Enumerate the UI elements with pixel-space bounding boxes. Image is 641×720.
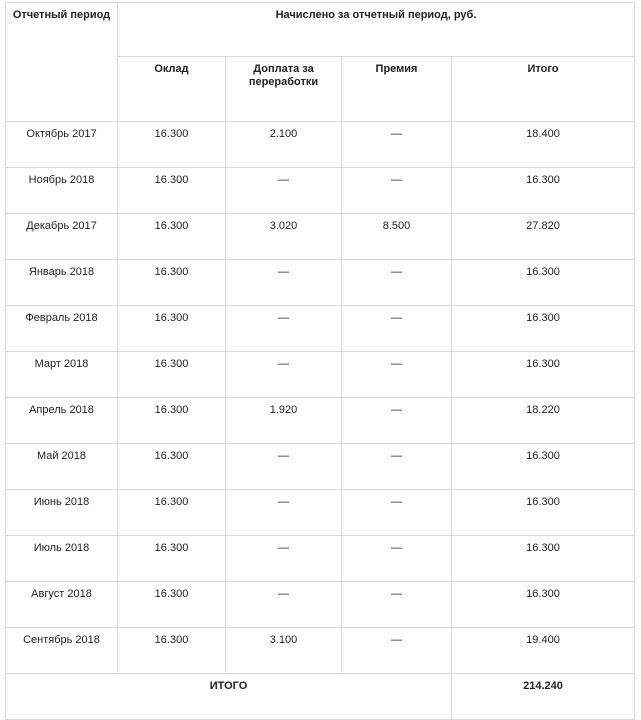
period-cell: Сентябрь 2018 — [6, 628, 118, 674]
period-cell: Июль 2018 — [6, 536, 118, 582]
bonus-cell: — — [342, 628, 452, 674]
salary-cell: 16.300 — [118, 582, 226, 628]
total-cell: 16.300 — [452, 536, 635, 582]
salary-cell: 16.300 — [118, 536, 226, 582]
table-row — [6, 582, 635, 628]
table-row — [6, 122, 635, 168]
overtime-cell: — — [226, 168, 342, 214]
table-row — [6, 444, 635, 490]
period-cell: Май 2018 — [6, 444, 118, 490]
header-row — [6, 3, 635, 57]
total-cell: 16.300 — [452, 352, 635, 398]
table-row — [6, 352, 635, 398]
table-row — [6, 214, 635, 260]
bonus-cell: — — [342, 122, 452, 168]
period-cell: Январь 2018 — [6, 260, 118, 306]
overtime-cell: 3.020 — [226, 214, 342, 260]
total-cell: 19.400 — [452, 628, 635, 674]
grand-total-value: 214.240 — [452, 674, 635, 720]
total-cell: 16.300 — [452, 582, 635, 628]
period-cell: Октябрь 2017 — [6, 122, 118, 168]
table-row — [6, 168, 635, 214]
accruals-table — [5, 2, 635, 720]
total-cell: 16.300 — [452, 490, 635, 536]
overtime-cell: 1.920 — [226, 398, 342, 444]
period-cell: Февраль 2018 — [6, 306, 118, 352]
bonus-cell: — — [342, 168, 452, 214]
total-cell: 16.300 — [452, 260, 635, 306]
bonus-cell: — — [342, 490, 452, 536]
overtime-cell: — — [226, 352, 342, 398]
bonus-cell: — — [342, 260, 452, 306]
bonus-cell: — — [342, 444, 452, 490]
total-cell: 27.820 — [452, 214, 635, 260]
table-row — [6, 306, 635, 352]
bonus-cell: 8.500 — [342, 214, 452, 260]
period-cell: Июнь 2018 — [6, 490, 118, 536]
table-row — [6, 398, 635, 444]
bonus-cell: — — [342, 306, 452, 352]
grand-total-label: ИТОГО — [6, 674, 452, 720]
grand-total-row — [6, 674, 635, 720]
period-cell: Март 2018 — [6, 352, 118, 398]
total-header: Итого — [452, 57, 635, 122]
total-cell: 16.300 — [452, 168, 635, 214]
table-row — [6, 490, 635, 536]
overtime-cell: — — [226, 260, 342, 306]
period-cell: Август 2018 — [6, 582, 118, 628]
accrued-header: Начислено за отчетный период, руб. — [118, 3, 635, 57]
table-row — [6, 628, 635, 674]
bonus-cell: — — [342, 582, 452, 628]
salary-cell: 16.300 — [118, 490, 226, 536]
salary-cell: 16.300 — [118, 352, 226, 398]
salary-cell: 16.300 — [118, 122, 226, 168]
salary-cell: 16.300 — [118, 306, 226, 352]
total-cell: 18.220 — [452, 398, 635, 444]
overtime-header: Доплата за переработки — [226, 57, 342, 122]
total-cell: 16.300 — [452, 306, 635, 352]
bonus-cell: — — [342, 352, 452, 398]
period-cell: Апрель 2018 — [6, 398, 118, 444]
total-cell: 18.400 — [452, 122, 635, 168]
salary-cell: 16.300 — [118, 168, 226, 214]
table-row — [6, 536, 635, 582]
overtime-cell: — — [226, 490, 342, 536]
overtime-cell: — — [226, 536, 342, 582]
salary-cell: 16.300 — [118, 214, 226, 260]
period-cell: Декабрь 2017 — [6, 214, 118, 260]
total-cell: 16.300 — [452, 444, 635, 490]
salary-cell: 16.300 — [118, 444, 226, 490]
salary-cell: 16.300 — [118, 628, 226, 674]
salary-header: Оклад — [118, 57, 226, 122]
period-header: Отчетный период — [6, 3, 118, 122]
period-cell: Ноябрь 2018 — [6, 168, 118, 214]
overtime-cell: — — [226, 444, 342, 490]
overtime-cell: 3.100 — [226, 628, 342, 674]
salary-cell: 16.300 — [118, 260, 226, 306]
table-row — [6, 260, 635, 306]
overtime-cell: — — [226, 306, 342, 352]
overtime-cell: — — [226, 582, 342, 628]
overtime-cell: 2.100 — [226, 122, 342, 168]
bonus-cell: — — [342, 398, 452, 444]
bonus-header: Премия — [342, 57, 452, 122]
salary-cell: 16.300 — [118, 398, 226, 444]
bonus-cell: — — [342, 536, 452, 582]
